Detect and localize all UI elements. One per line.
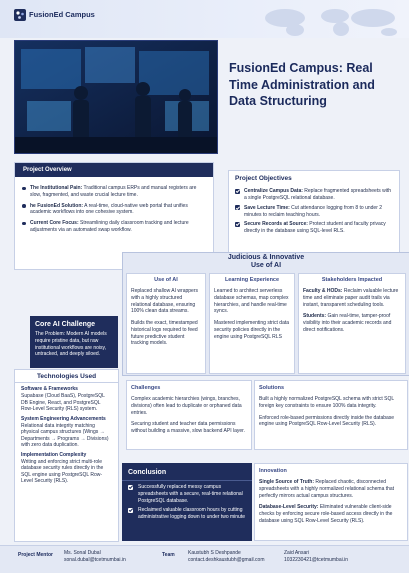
- team-member: [188, 550, 265, 564]
- check-icon: [235, 189, 240, 194]
- objective-item: [235, 205, 393, 219]
- item-label: Save Lecture Time:: [244, 204, 290, 211]
- judicious-heading-line1: Judicious & Innovative: [227, 254, 305, 261]
- stakeholders-card: [298, 273, 406, 374]
- item-text: Protect student and faculty privacy directly in the database using SQL-level RLS.: [244, 221, 386, 235]
- innovation-heading: Innovation: [259, 468, 287, 474]
- objective-item: [235, 221, 393, 235]
- item-text: A real-time, cloud-native web portal that unifies academic workflows into one cohesive system.: [30, 202, 188, 216]
- learning-experience-card: [209, 273, 295, 374]
- overview-item: [21, 203, 207, 217]
- member-email[interactable]: contact.deshkaustubh@gmail.com: [188, 556, 265, 563]
- objective-item: [235, 188, 393, 202]
- overview-heading: Project Overview: [15, 163, 213, 177]
- use-of-ai-card: [126, 273, 206, 374]
- member-name: Zaid Ansari: [284, 550, 310, 556]
- innovation-item: [259, 479, 403, 499]
- team-member: [284, 550, 348, 564]
- tech-text: Relational data integrity matching physical campus structures (Wings → Departments → Programs → Divisions) with zero data duplication.: [21, 422, 109, 448]
- conclusion-heading: Conclusion: [122, 463, 252, 481]
- technologies-section: [14, 369, 119, 542]
- objectives-heading: Project Objectives: [235, 175, 292, 182]
- conclusion-item: [128, 484, 246, 504]
- conclusion-section: [122, 463, 252, 541]
- challenges-card: [126, 380, 252, 450]
- challenges-text: Complex academic hierarchies (wings, branches, divisions) often lead to duplicate or orphaned data entries.: [131, 396, 242, 416]
- logo-icon: [14, 9, 26, 21]
- solutions-card: [254, 380, 408, 450]
- card-title: Use of AI: [154, 277, 178, 283]
- mentor-label: Project Mentor: [18, 552, 54, 558]
- check-icon: [128, 508, 133, 513]
- card-text: Learned to architect serverless database schemas, map complex hierarchies, and handle real-time syncs.: [214, 288, 289, 315]
- member-email[interactable]: 1032230421@tcetmumbai.in: [284, 556, 349, 563]
- innovation-item: [259, 504, 403, 524]
- core-challenge-text: The Problem: Modern AI models require pristine data, but raw institutional workflows are noisy, untracked, and deeply siloed.: [35, 331, 107, 358]
- item-text: Traditional campus ERPs and manual registers are slow, fragmented, and waste crucial lecture time.: [30, 185, 197, 198]
- card-text: [303, 313, 401, 333]
- item-text: Replace fragmented spreadsheets with a single PostgreSQL relational database.: [244, 188, 392, 202]
- item-text: Reclaim valuable lecture time and eliminate paper audit trails via instant, transparent scheduling tools.: [303, 288, 399, 308]
- team-label: Team: [162, 552, 175, 558]
- item-label: Students:: [303, 313, 327, 320]
- footer: [0, 545, 409, 573]
- technologies-heading: Technologies Used: [15, 370, 118, 383]
- overview-item: [21, 220, 207, 234]
- core-challenge-heading: Core AI Challenge: [35, 321, 96, 328]
- challenges-heading: Challenges: [131, 385, 161, 391]
- item-label: Database-Level Security:: [259, 504, 319, 511]
- item-text: Eliminated vulnerable client-side checks by enforcing secure role-based access directly in the database using SQL Row-Level Security (RLS).: [259, 504, 393, 524]
- mentor-email[interactable]: sonal.dubal@tcetmumbai.in: [64, 556, 126, 563]
- tech-subheading: System Engineering Advancements: [21, 415, 106, 422]
- item-label: Centralize Campus Data:: [244, 188, 303, 195]
- core-ai-challenge: [30, 316, 118, 368]
- page-title: FusionEd Campus: Real Time Administration and Data Structuring: [229, 61, 375, 108]
- hero-image: [14, 40, 218, 154]
- card-text: Builds the exact, timestamped historical logs required to feed future predictive student tracking models.: [131, 320, 198, 347]
- item-text: Successfully replaced messy campus spreadsheets with a secure, real-time relational PostgreSQL database.: [138, 484, 243, 504]
- conclusion-item: [128, 507, 246, 521]
- item-label: he FusionEd Solution:: [30, 202, 84, 209]
- card-title: Learning Experience: [224, 277, 280, 283]
- innovation-card: [254, 463, 408, 541]
- mentor-info: [64, 550, 126, 564]
- challenges-text: Securing student and teacher data permissions without building a massive, slow backend API layer.: [131, 421, 245, 435]
- brand-name: FusionEd Campus: [29, 10, 95, 19]
- tech-subheading: Software & Frameworks: [21, 386, 78, 392]
- item-text: Cut attendance logging from 8 to under 2 minutes to reclaim teaching hours.: [244, 204, 383, 218]
- solutions-text: Built a highly normalized PostgreSQL schema with strict SQL foreign key constraints to ensure 100% data integrity.: [259, 396, 394, 409]
- item-label: Secure Records at Source:: [244, 221, 308, 228]
- check-icon: [128, 485, 133, 490]
- check-icon: [235, 222, 240, 227]
- card-title: Stakeholders Impacted: [321, 277, 383, 283]
- item-label: Faculty & HODs:: [303, 288, 343, 295]
- item-text: Replaced chaotic, disconnected spreadsheets with a highly normalized relational schema that perfectly mirrors actual campus structures.: [259, 479, 395, 499]
- tech-subheading: Implementation Complexity: [21, 451, 87, 458]
- item-text: Streamlining daily classroom tracking and lecture adjustments via an automated swap workflow.: [30, 220, 189, 233]
- card-text: [303, 288, 401, 308]
- mentor-name: Ms. Sonal Dubal: [64, 550, 101, 556]
- item-text: Gain real-time, tamper-proof visibility into their academic records and direct notifications.: [303, 313, 392, 333]
- item-text: Reclaimed valuable classroom hours by cutting administrative logging down to under two minute: [138, 507, 246, 521]
- solutions-heading: Solutions: [259, 385, 285, 391]
- world-map-watermark: [255, 4, 405, 38]
- member-name: Kaustubh S Deshpande: [188, 550, 241, 556]
- solutions-text: Enforced role-based permissions directly inside the database engine using PostgreSQL Row-Level Security (RLS).: [259, 414, 395, 428]
- item-label: The Institutional Pain:: [30, 185, 83, 191]
- check-icon: [235, 205, 240, 210]
- tech-text: Writing and enforcing strict multi-role database security rules directly in the SQL engine using PostgreSQL Row-Level Security (RLS).: [21, 458, 104, 484]
- judicious-heading: [122, 252, 409, 271]
- tech-text: Supabase (Cloud BaaS), PostgreSQL DB Engine, React, and PostgreSQL Row-Level Security (RLS) system.: [21, 393, 105, 412]
- item-label: Single Source of Truth:: [259, 479, 315, 486]
- item-label: Current Core Focus:: [30, 220, 79, 226]
- card-text: Mastered implementing strict data security policies directly in the engine using PostgreSQL RLS: [214, 320, 290, 340]
- card-text: Replaced shallow AI wrappers with a highly structured relational database, ensuring 100% clean data streams.: [131, 288, 198, 315]
- overview-item: [21, 185, 207, 199]
- judicious-heading-line2: Use of AI: [250, 262, 282, 270]
